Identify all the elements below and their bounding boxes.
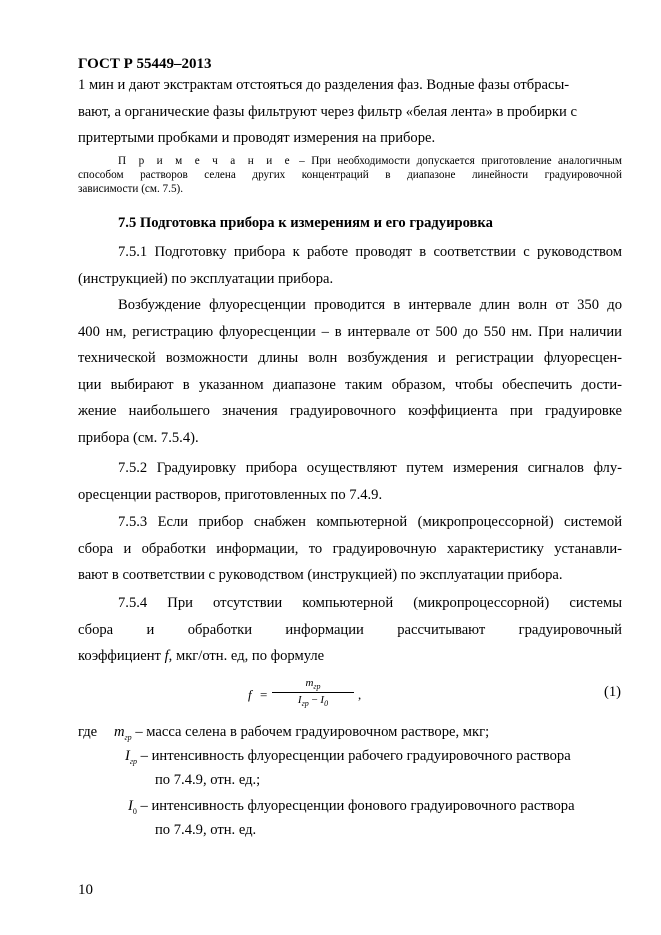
text-line: технической возможности длины волн возбуждения и регистрации флуоресцен-: [78, 350, 622, 366]
text-line: вают, а органические фазы фильтруют через фильтр «белая лента» в пробирки с: [78, 103, 577, 120]
equation-number: (1): [604, 684, 622, 700]
text-line: 7.5.2 Градуировку прибора осуществляют путем измерения сигналов флу-: [118, 460, 622, 476]
page-number: 10: [78, 882, 93, 898]
text-line: ции выбирают в указанном диапазоне таким образом, чтобы обеспечить дости-: [78, 376, 622, 393]
text-line: Возбуждение флуоресценции проводится в интервале длин волн от 350 до: [118, 297, 622, 313]
text-line: способом растворов селена других концентраций в диапазоне линейности градуировочной: [78, 168, 622, 181]
text-line: 7.5.4 При отсутствии компьютерной (микропроцессорной) системы: [118, 595, 622, 611]
text-line: оресценции растворов, приготовленных по 7.4.9.: [78, 486, 383, 503]
paragraph-7-5-2: [78, 455, 622, 508]
paragraph-7-5-1: [78, 239, 622, 292]
formula-1: [248, 677, 388, 713]
formula-fraction: [272, 677, 354, 708]
paragraph-continuation: [78, 72, 622, 152]
where-item-i-cont: по 7.4.9, отн. ед.;: [155, 772, 261, 788]
text-line: сбора и обработки информации рассчитывают градуировочный: [78, 621, 622, 638]
text-line: 7.5.3 Если прибор снабжен компьютерной (микропроцессорной) системой: [118, 514, 622, 530]
formula-equals: =: [260, 687, 268, 702]
variable-f: f: [164, 648, 169, 664]
text-line: – При необходимости допускается приготовление аналогичным: [299, 155, 623, 167]
text-line: 1 мин и дают экстрактам отстояться до разделения фаз. Водные фазы отбрасы-: [78, 77, 570, 93]
where-item-i0-cont: по 7.4.9, отн. ед.: [155, 822, 257, 838]
where-item-i0: $I_0$ – интенсивность флуоресценции фонового градуировочного раствора: [128, 798, 575, 816]
formula-denominator: $I_{гр} - I_0$: [297, 694, 329, 709]
text-line: притертыми пробками и проводят измерения на приборе.: [78, 130, 436, 146]
standard-designation: ГОСТ Р 55449–2013: [78, 56, 212, 72]
formula-lhs: f: [248, 687, 252, 702]
text-line: прибора (см. 7.5.4).: [78, 429, 199, 446]
paragraph-7-5-3: [78, 509, 622, 589]
text-line: сбора и обработки информации, то градуировочную характеристику устанавли-: [78, 540, 622, 557]
text-line: коэффициент f, мкг/отн. ед, по формуле: [78, 648, 325, 664]
text-line: жение наибольшего значения градуировочного коэффициента при градуировке: [78, 403, 622, 419]
text-line: зависимости (см. 7.5).: [78, 182, 184, 195]
note-label: П р и м е ч а н и е: [118, 155, 293, 167]
fraction-bar: [272, 692, 354, 693]
paragraph-7-5-4: [78, 590, 622, 670]
formula-comma: ,: [358, 687, 362, 702]
section-heading: 7.5 Подготовка прибора к измерениям и его градуировка: [118, 215, 493, 231]
text-line: 7.5.1 Подготовку прибора к работе проводят в соответствии с руководством: [118, 244, 622, 260]
where-item-i: $I_{гр}$ – интенсивность флуоресценции рабочего градуировочного раствора: [125, 748, 571, 766]
where-item-m: $m_{гр}$ – масса селена в рабочем градуировочном растворе, мкг;: [114, 724, 490, 742]
note-block: [78, 155, 622, 196]
formula-numerator: $m_{гр}$: [305, 677, 321, 692]
text-line: вают в соответствии с руководством (инструкцией) по эксплуатации прибора.: [78, 567, 563, 583]
paragraph-excitation: [78, 292, 622, 451]
where-label: где: [78, 724, 98, 740]
text-line: (инструкцией) по эксплуатации прибора.: [78, 270, 334, 287]
text-line: 400 нм, регистрацию флуоресценции – в интервале от 500 до 550 нм. При наличии: [78, 323, 622, 340]
